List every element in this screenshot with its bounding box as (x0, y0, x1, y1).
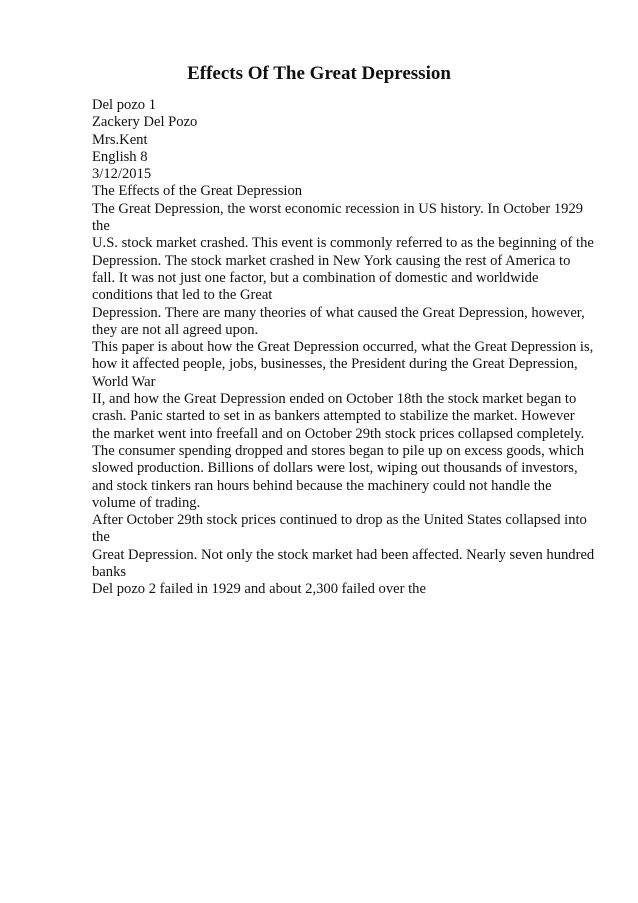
author-name: Zackery Del Pozo (92, 114, 198, 131)
body-line: After October 29th stock prices continued to drop as the United States collapsed into (92, 512, 587, 529)
body-line: the market went into freefall and on October 29th stock prices collapsed completely. (92, 425, 585, 442)
body-line: the (92, 529, 110, 546)
body-line: how it affected people, jobs, businesses, the President during the Great Depression, (92, 356, 578, 373)
essay-heading: The Effects of the Great Depression (92, 183, 303, 200)
document-date: 3/12/2015 (92, 166, 152, 183)
body-line: Del pozo 2 failed in 1929 and about 2,300 failed over the (92, 581, 426, 598)
body-line: Great Depression. Not only the stock market had been affected. Nearly seven hundred (92, 546, 595, 563)
body-line: volume of trading. (92, 494, 201, 511)
teacher-name: Mrs.Kent (92, 131, 148, 148)
body-line: U.S. stock market crashed. This event is commonly referred to as the beginning of the (92, 235, 594, 252)
document-title: Effects Of The Great Depression (187, 63, 451, 84)
body-line: fall. It was not just one factor, but a combination of domestic and worldwide (92, 269, 539, 286)
header-page-label: Del pozo 1 (92, 97, 157, 113)
body-line: crash. Panic started to set in as bankers attempted to stabilize the market. However (92, 408, 575, 425)
body-line: The consumer spending dropped and stores began to pile up on excess goods, which (92, 442, 585, 459)
document-body (92, 97, 602, 599)
body-line: World War (92, 373, 156, 390)
body-line: The Great Depression, the worst economic recession in US history. In October 1929 (92, 200, 584, 217)
body-line: the (92, 218, 110, 235)
body-line: II, and how the Great Depression ended on October 18th the stock market began to (92, 391, 577, 408)
body-line: conditions that led to the Great (92, 287, 273, 304)
body-line: Depression. The stock market crashed in New York causing the rest of America to (92, 252, 571, 269)
body-line: they are not all agreed upon. (92, 321, 259, 338)
course-name: English 8 (92, 148, 148, 165)
body-line: slowed production. Billions of dollars were lost, wiping out thousands of investors, (92, 460, 578, 477)
body-line: This paper is about how the Great Depression occurred, what the Great Depression is, (92, 339, 594, 356)
body-line: Depression. There are many theories of what caused the Great Depression, however, (92, 304, 585, 321)
body-line: banks (92, 564, 127, 581)
body-line: and stock tinkers ran hours behind because the machinery could not handle the (92, 477, 552, 494)
